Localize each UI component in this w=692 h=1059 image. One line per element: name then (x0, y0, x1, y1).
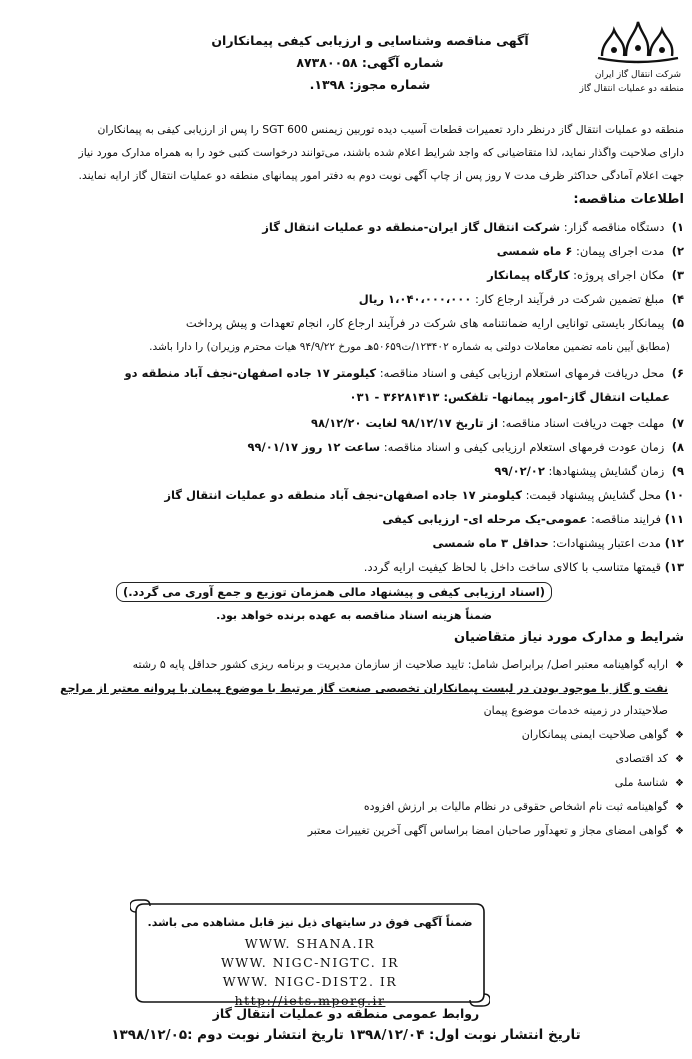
diamond-bullet-icon: ❖ (675, 802, 684, 813)
item-label: دستگاه مناقصه گزار: (563, 220, 665, 234)
item-continuation: (مطابق آیین نامه تضمین معاملات دولتی به شماره ۱۲۳۴۰۲/ت۵۰۶۵۹هـ مورخ ۹۴/۹/۲۲ هیات محترم وزیران) را دارا باشد. (149, 341, 670, 353)
intro-paragraph (8, 118, 684, 187)
tender-item (8, 412, 684, 435)
item-label: مهلت جهت دریافت اسناد مناقصه: (501, 416, 665, 430)
footer (8, 1006, 684, 1048)
item-label: زمان عودت فرمهای استعلام ارزیابی کیفی و اسناد مناقصه: (383, 440, 665, 454)
item-number: ۱۰) (664, 488, 684, 502)
item-number: ۵) (671, 316, 684, 330)
requirement-item (8, 820, 684, 843)
requirement-item (8, 796, 684, 819)
gas-flame-logo-icon (592, 12, 684, 68)
item-number: ۹) (671, 464, 684, 478)
item-label: محل دریافت فرمهای استعلام ارزیابی کیفی و اسناد مناقصه: (379, 366, 665, 380)
requirement-text: ارایه گواهینامه معتبر اصل/ برابراصل شامل: تایید صلاحیت از سازمان مدیریت و برنامه ریزی کشور حداقل پایه ۵ رشته (132, 658, 668, 671)
item-label: محل گشایش پیشنهاد قیمت: (525, 488, 662, 502)
tender-item (8, 460, 684, 483)
item-value: کیلومتر ۱۷ جاده اصفهان-نجف آباد منطقه دو عملیات انتقال گاز (164, 488, 522, 502)
ad-number: شماره آگهی: ۸۷۳۸۰۰۵۸ (296, 55, 444, 70)
item-value: ۹۹/۰۲/۰۲ (494, 464, 545, 478)
notice-header (210, 30, 530, 96)
diamond-bullet-icon: ❖ (675, 754, 684, 765)
tender-item (8, 532, 684, 555)
site-nigc-dist2[interactable]: WWW. NIGC-DIST2. IR (222, 974, 398, 989)
requirement-text: شناسهٔ ملی (614, 776, 668, 789)
requirement-item (8, 772, 684, 795)
diamond-bullet-icon: ❖ (675, 730, 684, 741)
logo-region-name: منطقه دو عملیات انتقال گاز (579, 84, 684, 94)
notice-lines (144, 912, 476, 1010)
item-number: ۱۲) (664, 536, 684, 550)
item-number: ۴) (671, 292, 684, 306)
websites-notice-box (130, 898, 490, 1008)
boxed-note-wrapper (116, 582, 552, 602)
item-number: ۱) (671, 220, 684, 234)
tender-item (8, 312, 684, 335)
permit-number: شماره مجوز: ۱۳۹۸. (309, 77, 431, 92)
site-nigc-nigtc[interactable]: WWW. NIGC-NIGTC. IR (220, 955, 400, 970)
item-value: ۱،۰۴۰،۰۰۰،۰۰۰ ریال (358, 292, 472, 306)
site-iets[interactable]: http://iets.mporg.ir (234, 993, 386, 1008)
intro-line: منطقه دو عملیات انتقال گاز درنظر دارد تعمیرات قطعات آسیب دیده توربین زیمنس SGT 600 را پس از ارزیابی کیفی به پیمانکاران (97, 123, 684, 136)
item-value: کیلومتر ۱۷ جاده اصفهان-نجف آباد منطقه دو (124, 366, 377, 380)
item-label: پیمانکار بایستی توانایی ارایه ضمانتنامه های شرکت در فرآیند ارجاع کار، انجام تعهدات و پیش پرداخت (185, 316, 665, 330)
tender-item (8, 264, 684, 287)
tender-item (8, 216, 684, 239)
boxed-note: (اسناد ارزیابی کیفی و پیشنهاد مالی همزمان توزیع و جمع آوری می گردد.) (116, 582, 552, 602)
item-label: مبلغ تضمین شرکت در فرآیند ارجاع کار: (475, 292, 665, 306)
item-value: از تاریخ ۹۸/۱۲/۱۷ لغایت ۹۸/۱۲/۲۰ (310, 416, 499, 430)
item-number: ۸) (671, 440, 684, 454)
item-label: مدت اعتبار پیشنهادات: (552, 536, 662, 550)
item-number: ۱۳) (664, 560, 684, 574)
requirement-item (8, 748, 684, 771)
notice-title: آگهی مناقصه وشناسایی و ارزیابی کیفی پیمانکاران (211, 33, 529, 48)
item-continuation: عملیات انتقال گاز-امور پیمانها- تلفکس: ۳۶۲۸۱۴۱۳ - ۰۳۱ (349, 390, 670, 404)
requirement-continuation: نفت و گاز یا موجود بودن در لیست پیمانکاران تخصصی صنعت گاز مرتبط با موضوع پیمان یا پروانه معتبر از مراجع (60, 682, 668, 695)
requirement-text: کد اقتصادی (615, 752, 668, 765)
intro-line: جهت اعلام آمادگی حداکثر ظرف مدت ۷ روز پس از چاپ آگهی نوبت دوم به دفتر امور پیمانهای منطقه دو عملیات انتقال گاز ارایه نمایند. (78, 169, 684, 182)
diamond-bullet-icon: ❖ (675, 826, 684, 837)
cost-note: ضمناً هزینه اسناد مناقصه به عهده برنده خواهد بود. (216, 609, 492, 622)
requirements-heading: شرایط و مدارک مورد نیاز متقاضیان (454, 630, 684, 645)
public-relations-label: روابط عمومی منطقه دو عملیات انتقال گاز (212, 1006, 480, 1021)
item-value: عمومی-یک مرحله ای- ارزیابی کیفی (382, 512, 588, 526)
item-value: ۶ ماه شمسی (496, 244, 573, 258)
site-shana[interactable]: WWW. SHANA.IR (244, 936, 376, 951)
diamond-bullet-icon: ❖ (675, 778, 684, 789)
item-number: ۲) (671, 244, 684, 258)
item-value: حداقل ۳ ماه شمسی (432, 536, 549, 550)
requirement-text: گواهینامه ثبت نام اشخاص حقوقی در نظام مالیات بر ارزش افزوده (363, 800, 668, 813)
tender-item (8, 508, 684, 531)
item-label: قیمتها متناسب با کالای ساخت داخل با لحاظ کیفیت ارایه گردد. (363, 560, 662, 574)
company-logo (579, 12, 684, 106)
notice-box-title: ضمناً آگهی فوق در سایتهای ذیل نیز قابل مشاهده می باشد. (147, 916, 473, 929)
tender-item (8, 240, 684, 263)
requirement-item (8, 654, 684, 677)
tender-item (8, 362, 684, 385)
diamond-bullet-icon: ❖ (675, 660, 684, 671)
item-value: ساعت ۱۲ روز ۹۹/۰۱/۱۷ (247, 440, 381, 454)
item-label: مدت اجرای پیمان: (576, 244, 665, 258)
tender-item (8, 436, 684, 459)
tender-item (8, 288, 684, 311)
tender-info-heading: اطلاعات مناقصه: (573, 192, 684, 207)
requirement-text: گواهی صلاحیت ایمنی پیمانکاران (521, 728, 668, 741)
item-value: کارگاه پیمانکار (487, 268, 570, 282)
requirement-continuation: صلاحیتدار در زمینه خدمات موضوع پیمان (483, 704, 668, 717)
item-number: ۳) (671, 268, 684, 282)
item-value: شرکت انتقال گاز ایران-منطقه دو عملیات انتقال گاز (262, 220, 561, 234)
requirement-item (8, 724, 684, 747)
item-number: ۷) (671, 416, 684, 430)
item-label: مکان اجرای پروژه: (573, 268, 665, 282)
item-number: ۶) (671, 366, 684, 380)
requirement-text: گواهی امضای مجاز و تعهدآور صاحبان امضا براساس آگهی آخرین تغییرات معتبر (307, 824, 668, 837)
item-label: زمان گشایش پیشنهادها: (548, 464, 665, 478)
tender-item (8, 484, 684, 507)
item-label: فرایند مناقصه: (590, 512, 662, 526)
intro-line: دارای صلاحیت واگذار نماید، لذا متقاضیانی که واجد شرایط اعلام شده باشند، می‌توانند درخواست کتبی خود را به همراه مدارک مورد نیاز (78, 146, 684, 159)
logo-company-name: شرکت انتقال گاز ایران (594, 70, 682, 80)
publication-dates: تاریخ انتشار نوبت اول: ۱۳۹۸/۱۲/۰۴ تاریخ انتشار نوبت دوم :۱۳۹۸/۱۲/۰۵ (111, 1027, 581, 1043)
item-number: ۱۱) (664, 512, 684, 526)
tender-item (8, 556, 684, 579)
